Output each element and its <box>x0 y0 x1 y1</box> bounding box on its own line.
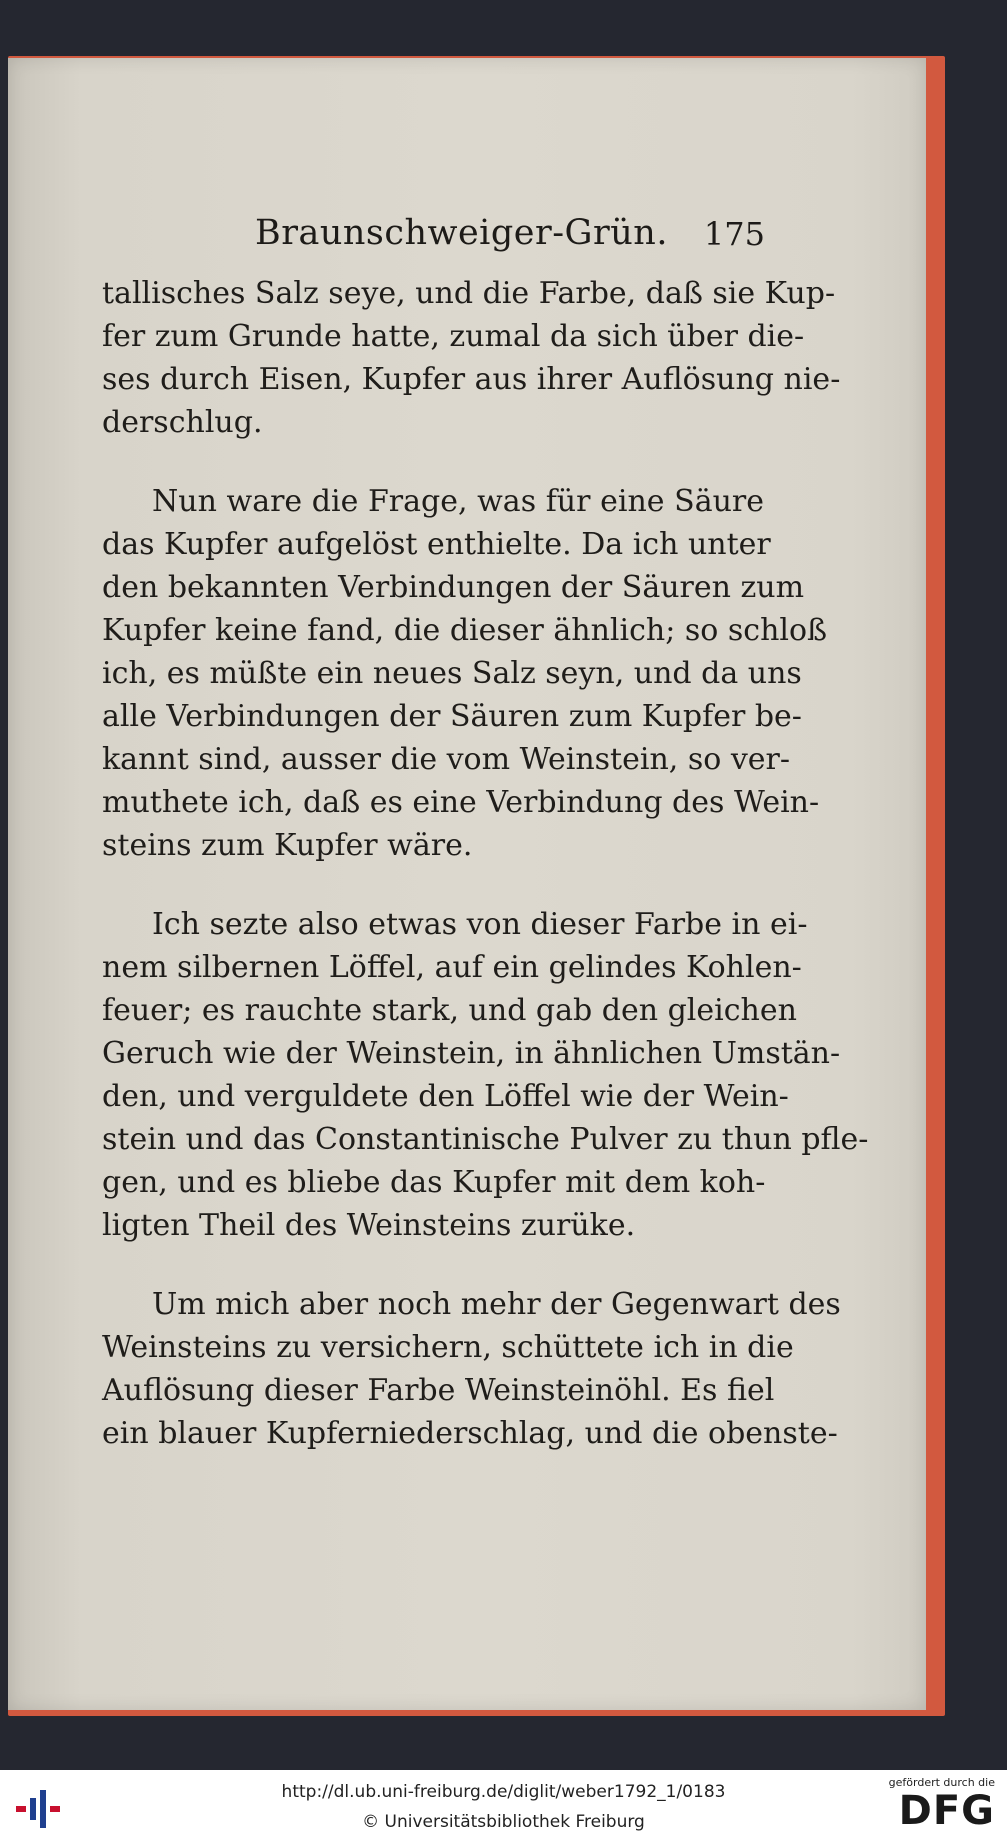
funder-note: gefördert durch die <box>888 1776 995 1789</box>
paragraph-gap <box>102 444 764 480</box>
text-line: fer zum Grunde hatte, zumal da sich über die- <box>102 319 805 354</box>
text-line: ich, es müßte ein neues Salz seyn, und da uns <box>102 656 802 691</box>
text-line: Auflösung dieser Farbe Weinsteinöhl. Es fiel <box>102 1373 775 1408</box>
text-line: tallisches Salz seye, und die Farbe, daß sie Kup- <box>102 276 836 311</box>
paragraph <box>102 903 869 1247</box>
paragraph-gap <box>102 1247 764 1283</box>
text-line: den, und verguldete den Löffel wie der Wein- <box>102 1079 789 1114</box>
paragraph <box>102 1283 841 1455</box>
text-line: Um mich aber noch mehr der Gegenwart des <box>152 1287 841 1322</box>
text-line: kannt sind, ausser die vom Weinstein, so ver- <box>102 742 791 777</box>
dfg-logo: DFG <box>898 1788 995 1834</box>
text-line: Weinsteins zu versichern, schüttete ich in die <box>102 1330 794 1365</box>
dfg-badge <box>885 1776 995 1836</box>
text-line: ligten Theil des Weinsteins zurüke. <box>102 1208 636 1243</box>
text-line: Geruch wie der Weinstein, in ähnlichen Umstän- <box>102 1036 841 1071</box>
text-line: nem silbernen Löffel, auf ein gelindes Kohlen- <box>102 950 802 985</box>
viewer-footer <box>0 1770 1007 1842</box>
text-line: das Kupfer aufgelöst enthielte. Da ich unter <box>102 527 771 562</box>
text-line: stein und das Constantinische Pulver zu thun pfle- <box>102 1122 869 1157</box>
text-line: steins zum Kupfer wäre. <box>102 828 473 863</box>
paragraph-gap <box>102 867 764 903</box>
text-line: Kupfer keine fand, die dieser ähnlich; so schloß <box>102 613 828 648</box>
running-title: Braunschweiger-Grün. <box>255 213 668 253</box>
text-line: Nun ware die Frage, was für eine Säure <box>152 484 764 519</box>
text-line: derschlug. <box>102 405 263 440</box>
text-line: Ich sezte also etwas von dieser Farbe in ei- <box>152 907 808 942</box>
paragraph <box>102 480 828 867</box>
footer-url[interactable]: http://dl.ub.uni-freiburg.de/diglit/weber1792_1/0183 <box>281 1782 726 1802</box>
text-line: muthete ich, daß es eine Verbindung des Wein- <box>102 785 820 820</box>
text-line: alle Verbindungen der Säuren zum Kupfer be- <box>102 699 802 734</box>
page-number: 175 <box>703 215 765 253</box>
footer-copyright: © Universitätsbibliothek Freiburg <box>362 1812 645 1832</box>
text-line: ein blauer Kupferniederschlag, und die obenste- <box>102 1416 838 1451</box>
text-line: feuer; es rauchte stark, und gab den gleichen <box>102 993 797 1028</box>
text-line: gen, und es bliebe das Kupfer mit dem koh- <box>102 1165 766 1200</box>
paragraph <box>102 272 841 444</box>
text-line: ses durch Eisen, Kupfer aus ihrer Auflösung nie- <box>102 362 841 397</box>
body-text <box>102 272 869 1455</box>
text-line: den bekannten Verbindungen der Säuren zum <box>102 570 805 605</box>
page-header <box>105 205 765 261</box>
